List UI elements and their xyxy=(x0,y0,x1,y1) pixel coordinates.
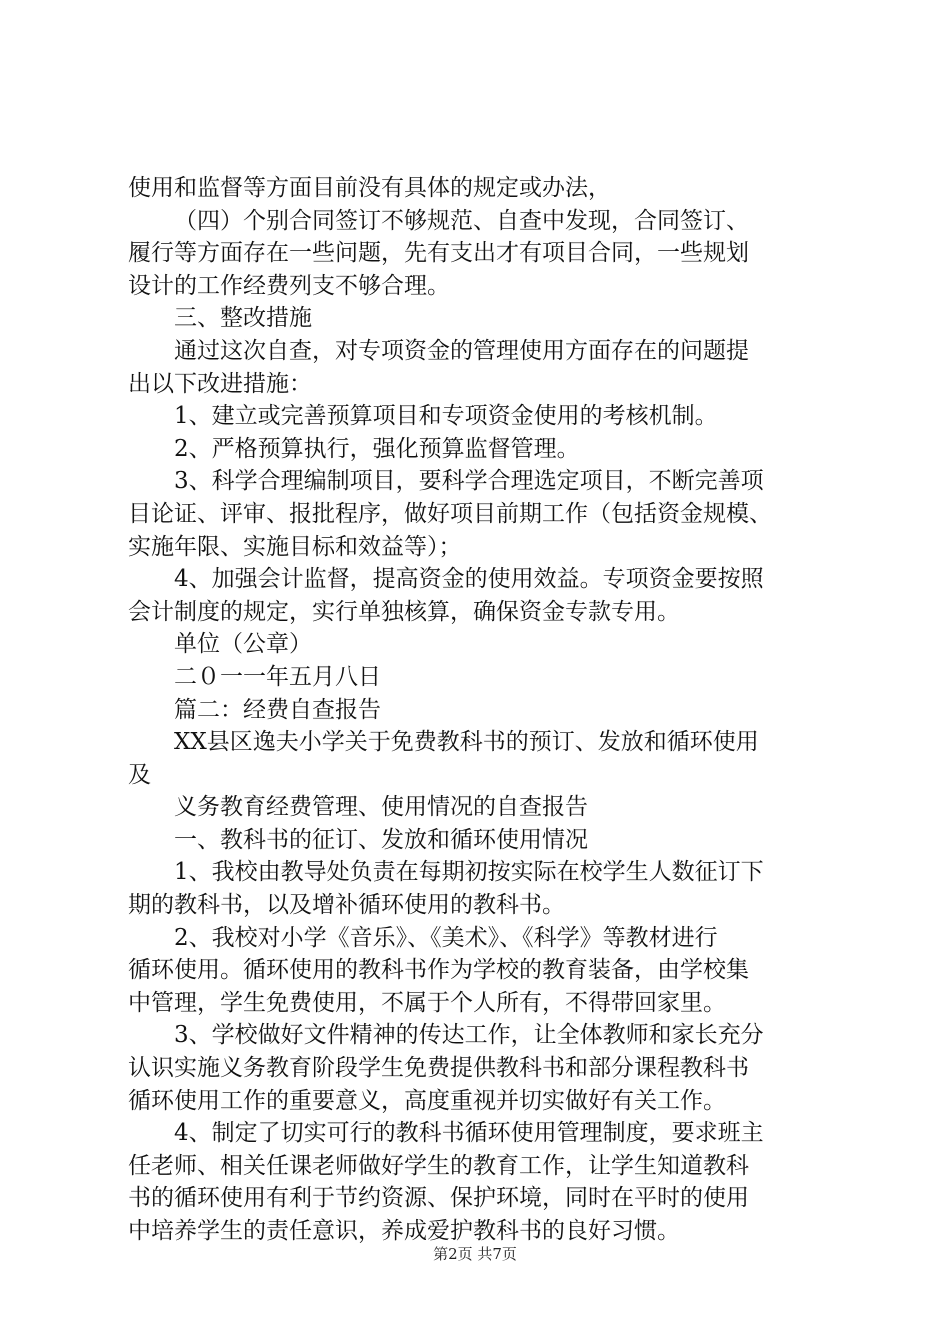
page-number-footer: 第2页 共7页 xyxy=(433,1245,517,1263)
text-line: 4、加强会计监督，提高资金的使用效益。专项资金要按照 xyxy=(174,566,764,593)
text-line: 设计的工作经费列支不够合理。 xyxy=(128,272,450,299)
text-line: 使用和监督等方面目前没有具体的规定或办法， xyxy=(128,175,611,201)
report-title: 及 xyxy=(128,761,151,788)
text-line: 4、制定了切实可行的教科书循环使用管理制度，要求班主 xyxy=(174,1120,764,1147)
text-line: 1、建立或完善预算项目和专项资金使用的考核机制。 xyxy=(174,403,718,430)
section-heading: 一、教科书的征订、发放和循环使用情况 xyxy=(174,826,588,853)
text-line: 通过这次自查，对专项资金的管理使用方面存在的问题提 xyxy=(174,337,749,364)
section-heading: 三、整改措施 xyxy=(174,305,312,332)
text-line: 实施年限、实施目标和效益等）； xyxy=(128,533,462,560)
text-line: 中培养学生的责任意识，养成爱护教科书的良好习惯。 xyxy=(128,1218,680,1244)
text-line: 任老师、相关任课老师做好学生的教育工作，让学生知道教科 xyxy=(128,1152,749,1179)
signature-unit: 单位（公章） xyxy=(174,631,312,658)
text-line: 2、严格预算执行，强化预算监督管理。 xyxy=(174,435,580,462)
signature-date: 二０一一年五月八日 xyxy=(174,663,381,690)
section-heading: 篇二：经费自查报告 xyxy=(174,696,381,723)
document-body xyxy=(128,172,838,1248)
text-line: 书的循环使用有利于节约资源、保护环境，同时在平时的使用 xyxy=(128,1185,749,1212)
text-line: 3、学校做好文件精神的传达工作，让全体教师和家长充分 xyxy=(174,1022,764,1049)
text-line: 2、我校对小学《音乐》、《美术》、《科学》等教材进行 xyxy=(174,924,718,951)
text-line: 出以下改进措施： xyxy=(128,370,312,397)
text-line: 履行等方面存在一些问题，先有支出才有项目合同，一些规划 xyxy=(128,240,749,267)
text-line: 目论证、评审、报批程序，做好项目前期工作（包括资金规模、 xyxy=(128,500,772,527)
text-line: 循环使用。循环使用的教科书作为学校的教育装备，由学校集 xyxy=(128,957,749,984)
text-line: 循环使用工作的重要意义，高度重视并切实做好有关工作。 xyxy=(128,1087,726,1114)
report-title: 义务教育经费管理、使用情况的自查报告 xyxy=(174,794,588,821)
text-line: 会计制度的规定，实行单独核算，确保资金专款专用。 xyxy=(128,598,680,625)
text-line: （四）个别合同签订不够规范、自查中发现，合同签订、 xyxy=(174,207,749,234)
text-line: 认识实施义务教育阶段学生免费提供教科书和部分课程教科书 xyxy=(128,1055,749,1082)
text-line: 1、我校由教导处负责在每期初按实际在校学生人数征订下 xyxy=(174,859,764,886)
text-line: 中管理，学生免费使用，不属于个人所有，不得带回家里。 xyxy=(128,989,726,1016)
text-line: 期的教科书，以及增补循环使用的教科书。 xyxy=(128,892,565,919)
report-title: XX县区逸夫小学关于免费教科书的预订、发放和循环使用 xyxy=(174,729,759,756)
text-line: 3、科学合理编制项目，要科学合理选定项目，不断完善项 xyxy=(174,468,764,495)
